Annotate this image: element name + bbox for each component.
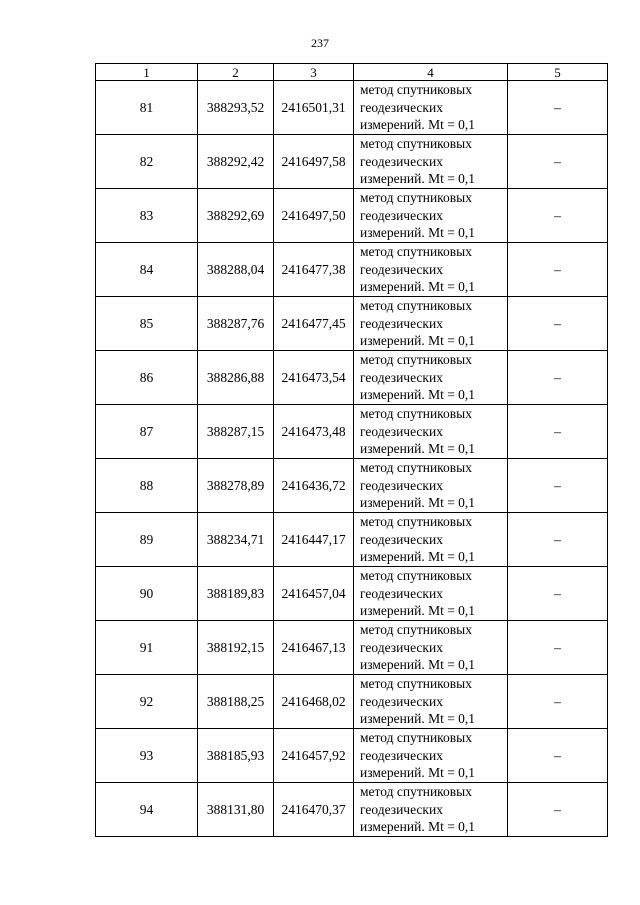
table-header-row [96,64,608,81]
method-line: метод спутниковых [360,622,472,638]
method-cell [354,567,508,621]
x-coordinate-cell: 388234,71 [198,513,274,567]
method-line: метод спутниковых [360,136,472,152]
method-cell [354,513,508,567]
x-coordinate-cell: 388189,83 [198,567,274,621]
method-line: измерений. Mt = 0,1 [360,765,476,781]
column-5-cell: – [508,783,608,837]
table-row [96,567,608,621]
method-line: измерений. Mt = 0,1 [360,171,476,187]
column-5-cell: – [508,675,608,729]
table-row [96,729,608,783]
column-5-cell: – [508,513,608,567]
y-coordinate-cell: 2416468,02 [274,675,354,729]
method-line: геодезических [360,639,443,655]
method-line: геодезических [360,585,443,601]
method-line: геодезических [360,369,443,385]
method-line: измерений. Mt = 0,1 [360,225,476,241]
y-coordinate-cell: 2416477,38 [274,243,354,297]
table-row [96,297,608,351]
method-line: измерений. Mt = 0,1 [360,441,476,457]
column-5-cell: – [508,405,608,459]
point-number-cell: 81 [96,81,198,135]
column-5-cell: – [508,81,608,135]
x-coordinate-cell: 388293,52 [198,81,274,135]
column-5-cell: – [508,135,608,189]
method-line: геодезических [360,477,443,493]
method-cell [354,783,508,837]
y-coordinate-cell: 2416497,50 [274,189,354,243]
table-row [96,351,608,405]
method-line: метод спутниковых [360,352,472,368]
method-line: измерений. Mt = 0,1 [360,117,476,133]
method-line: геодезических [360,153,443,169]
method-cell [354,189,508,243]
method-line: геодезических [360,801,443,817]
column-5-cell: – [508,621,608,675]
point-number-cell: 86 [96,351,198,405]
method-line: геодезических [360,423,443,439]
method-line: метод спутниковых [360,190,472,206]
y-coordinate-cell: 2416436,72 [274,459,354,513]
y-coordinate-cell: 2416473,48 [274,405,354,459]
table-row [96,675,608,729]
y-coordinate-cell: 2416447,17 [274,513,354,567]
x-coordinate-cell: 388288,04 [198,243,274,297]
method-line: метод спутниковых [360,568,472,584]
point-number-cell: 89 [96,513,198,567]
table-row [96,135,608,189]
column-5-cell: – [508,351,608,405]
column-header-4: 4 [354,64,508,81]
table-row [96,81,608,135]
table-row [96,243,608,297]
point-number-cell: 88 [96,459,198,513]
point-number-cell: 85 [96,297,198,351]
method-line: геодезических [360,261,443,277]
point-number-cell: 91 [96,621,198,675]
method-line: геодезических [360,531,443,547]
page-number: 237 [311,36,329,50]
x-coordinate-cell: 388287,76 [198,297,274,351]
method-line: метод спутниковых [360,244,472,260]
point-number-cell: 84 [96,243,198,297]
y-coordinate-cell: 2416467,13 [274,621,354,675]
column-header-3: 3 [274,64,354,81]
column-5-cell: – [508,297,608,351]
method-cell [354,405,508,459]
method-line: геодезических [360,315,443,331]
method-line: метод спутниковых [360,82,472,98]
method-cell [354,243,508,297]
table-row [96,513,608,567]
method-line: метод спутниковых [360,298,472,314]
y-coordinate-cell: 2416470,37 [274,783,354,837]
column-5-cell: – [508,567,608,621]
table-row [96,459,608,513]
column-header-2: 2 [198,64,274,81]
method-cell [354,675,508,729]
y-coordinate-cell: 2416457,92 [274,729,354,783]
method-line: метод спутниковых [360,784,472,800]
method-line: измерений. Mt = 0,1 [360,819,476,835]
method-line: геодезических [360,693,443,709]
table-row [96,405,608,459]
y-coordinate-cell: 2416477,45 [274,297,354,351]
y-coordinate-cell: 2416497,58 [274,135,354,189]
x-coordinate-cell: 388185,93 [198,729,274,783]
x-coordinate-cell: 388188,25 [198,675,274,729]
column-5-cell: – [508,243,608,297]
method-line: геодезических [360,207,443,223]
method-cell [354,459,508,513]
method-cell [354,621,508,675]
method-line: измерений. Mt = 0,1 [360,279,476,295]
method-line: измерений. Mt = 0,1 [360,603,476,619]
method-line: измерений. Mt = 0,1 [360,657,476,673]
point-number-cell: 87 [96,405,198,459]
column-5-cell: – [508,729,608,783]
method-line: метод спутниковых [360,676,472,692]
method-line: измерений. Mt = 0,1 [360,549,476,565]
x-coordinate-cell: 388287,15 [198,405,274,459]
x-coordinate-cell: 388192,15 [198,621,274,675]
method-line: метод спутниковых [360,406,472,422]
column-5-cell: – [508,189,608,243]
method-cell [354,135,508,189]
point-number-cell: 90 [96,567,198,621]
coordinates-table [95,63,608,837]
method-cell [354,729,508,783]
method-line: геодезических [360,747,443,763]
table-row [96,189,608,243]
table-row [96,621,608,675]
method-line: метод спутниковых [360,514,472,530]
method-line: измерений. Mt = 0,1 [360,387,476,403]
method-line: измерений. Mt = 0,1 [360,333,476,349]
method-cell [354,297,508,351]
method-cell [354,351,508,405]
x-coordinate-cell: 388131,80 [198,783,274,837]
point-number-cell: 82 [96,135,198,189]
table-body [96,81,608,837]
point-number-cell: 93 [96,729,198,783]
y-coordinate-cell: 2416501,31 [274,81,354,135]
y-coordinate-cell: 2416457,04 [274,567,354,621]
x-coordinate-cell: 388278,89 [198,459,274,513]
method-line: измерений. Mt = 0,1 [360,711,476,727]
method-line: измерений. Mt = 0,1 [360,495,476,511]
x-coordinate-cell: 388292,42 [198,135,274,189]
method-line: метод спутниковых [360,460,472,476]
point-number-cell: 92 [96,675,198,729]
x-coordinate-cell: 388292,69 [198,189,274,243]
point-number-cell: 94 [96,783,198,837]
y-coordinate-cell: 2416473,54 [274,351,354,405]
column-header-5: 5 [508,64,608,81]
point-number-cell: 83 [96,189,198,243]
method-line: геодезических [360,99,443,115]
table-row [96,783,608,837]
column-header-1: 1 [96,64,198,81]
method-cell [354,81,508,135]
column-5-cell: – [508,459,608,513]
x-coordinate-cell: 388286,88 [198,351,274,405]
method-line: метод спутниковых [360,730,472,746]
